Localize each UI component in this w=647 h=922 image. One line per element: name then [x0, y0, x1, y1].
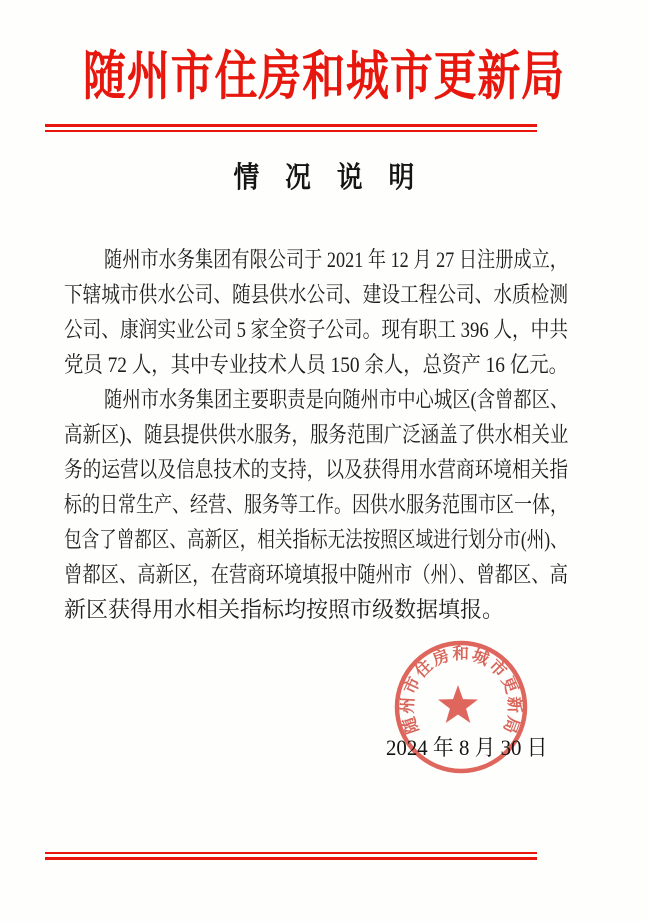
body-line: 标的日常生产、经营、服务等工作。因供水服务范围市区一体， — [64, 492, 569, 517]
star-icon — [438, 685, 478, 723]
body-line: 随州市水务集团有限公司于 2021 年 12 月 27 日注册成立， — [104, 247, 569, 272]
seal-arc-text: 随州市住房和城市更新局 — [397, 643, 525, 738]
body-line: 高新区)、随县提供供水服务，服务范围广泛涵盖了供水相关业 — [64, 422, 569, 447]
body-line: 务的运营以及信息技术的支持，以及获得用水营商环境相关指 — [64, 457, 569, 482]
letterhead — [0, 44, 647, 110]
body-line: 公司、康润实业公司 5 家全资子公司。现有职工 396 人，中共 — [64, 317, 569, 342]
body-line: 随州市水务集团主要职责是向随州市中心城区(含曾都区、 — [104, 387, 569, 412]
doc-title-row — [0, 160, 647, 198]
body-line: 新区获得用水相关指标均按照市级数据填报。 — [64, 597, 505, 622]
body-text — [64, 242, 568, 627]
body-line: 党员 72 人，其中专业技术人员 150 余人，总资产 16 亿元。 — [64, 352, 569, 377]
doc-title: 情 况 说 明 — [233, 162, 414, 194]
body-line: 下辖城市供水公司、随县供水公司、建设工程公司、水质检测 — [64, 282, 569, 307]
red-rule-bottom — [45, 852, 537, 860]
date-row — [386, 736, 557, 760]
body-line: 曾都区、高新区，在营商环境填报中随州市（州）、曾都区、高 — [64, 562, 569, 587]
red-rule-top — [45, 124, 537, 132]
date-text: 2024 年 8 月 30 日 — [386, 735, 548, 760]
body-line: 包含了曾都区、高新区，相关指标无法按照区域进行划分市(州)、 — [64, 527, 568, 552]
agency-name: 随州市住房和城市更新局 — [82, 48, 565, 106]
